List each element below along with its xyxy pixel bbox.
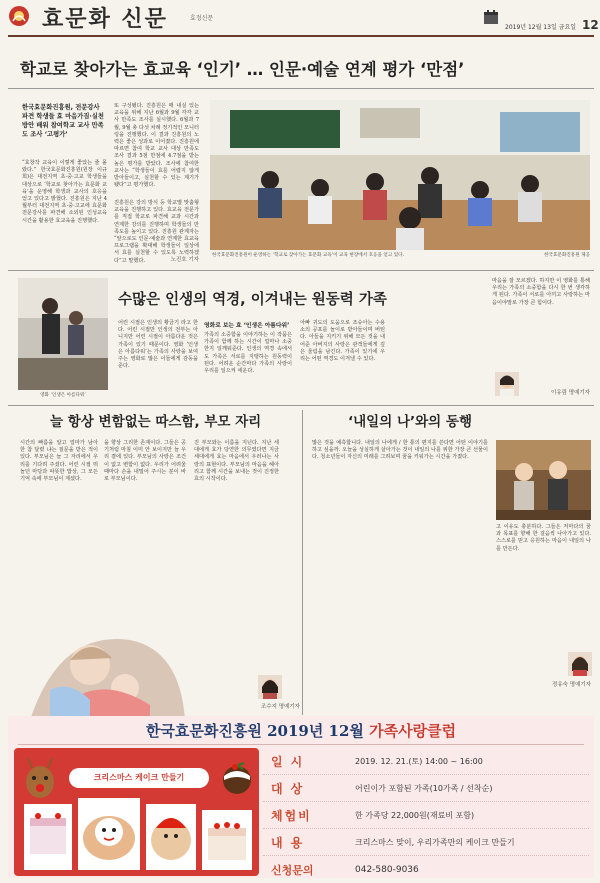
- review-section-name: 영화로 보는 효: [204, 323, 242, 329]
- review-body-col1: 어린 시절은 인생의 황금기 라고 한다. 어린 시절만 인생의 전부는 아니지만 어린 시절이 아름다운 것은 가족이 있기 때문이다. 영화 ‘인생은 아름다워’는 가족의 사랑을 보여주는 영화로 많은 이들에게 감동을 준다.: [118, 320, 198, 370]
- section-divider-1: [8, 270, 594, 271]
- review-headline: 수많은 인생의 역경, 이겨내는 원동력 가족: [118, 292, 387, 308]
- review-photo: [18, 278, 108, 390]
- banner-row-fee: [263, 802, 589, 829]
- cake-photo-2: [78, 798, 140, 870]
- left-author-photo: [258, 675, 282, 699]
- banner-label-content: 내용: [271, 835, 311, 850]
- right-article-col2: 고 이유도 충분하다. 그들은 저마다의 꿈과 목표를 향해 한 걸음씩 나아가고 있다. 스스로를 믿고 응원하는 마음이 내일의 나를 만든다.: [496, 524, 591, 552]
- banner-value-target: 어린이가 포함된 가족(10가족 / 선착순): [355, 783, 493, 793]
- cake-photo-3: [146, 804, 196, 870]
- review-body-col3: 아빠 귀도의 도움으로 조슈아는 수용소의 공포를 놀이로 받아들이며 버틴다. 아들을 지키기 위해 모든 것을 내어준 아버지의 사랑은 관객들에게 깊은 울림을 남긴다. 가족이 있기에 우리는 어떤 역경도 이겨낼 수 있다.: [300, 320, 385, 363]
- masthead: [0, 0, 600, 40]
- masthead-rule: [8, 35, 594, 37]
- banner-label-contact: 신청문의: [271, 863, 314, 877]
- logo-emblem-icon: [8, 5, 30, 27]
- masthead-subtitle: 효정신문: [190, 15, 214, 22]
- right-article-photo: [496, 440, 591, 520]
- lead-body-col1: “효창작 교육이 이렇게 좋았는 줄 몰랐다.” 한국효문화진흥원(원장 이규희)은 대전지역 초·중·고교 학생들을 대상으로 ‘학교로 찾아가는 효문화 교육’을 운영해 학생과 교사의 호응을 얻고 있다고 밝혔다. 진흥원은 지난 4월부터 대전지역 초·중·고교에 효문화 전문강사를 파견해 소외된 인성교육 시간을 활용한 효교육을 진행했다.: [22, 160, 107, 224]
- right-article-headline: ‘내일의 나’와의 동행: [348, 414, 472, 430]
- family-club-banner: [8, 716, 594, 878]
- right-article-col1: 많은 것을 예측합니다. 내일의 나에게 / 한 통의 편지를 쓴다면 어떤 이야기를 하고 싶을까. 오늘을 성실하게 살아가는 것이 내일의 나를 위한 가장 큰 선물이다. 청소년들이 자신의 미래를 그려보며 꿈을 키워가는 시간을 가졌다.: [312, 440, 488, 461]
- left-article-col2: 을 향상 그리한 존재이다. 그들은 공기처럼 마침 이미 안 보이지만 늘 우리 곁에 있다. 부모님의 사랑은 조건이 없고 변함이 없다. 우리가 어려울 때마다 손을 내밀어 주시는 분이 바로 부모님이다.: [104, 440, 186, 483]
- cake-card: [14, 748, 259, 876]
- banner-info: [263, 748, 589, 883]
- banner-value-contact: 042-580-9036: [355, 864, 419, 875]
- banner-row-target: [263, 775, 589, 802]
- cake-photo-4: [202, 810, 252, 870]
- lead-photo-credit: 한국효문화진흥원 제공: [544, 253, 590, 258]
- banner-row-date: [263, 748, 589, 775]
- page-number: 12: [582, 18, 599, 32]
- left-article-illustration: [20, 610, 185, 720]
- calendar-icon: [482, 8, 500, 26]
- section-divider-2: [8, 405, 594, 406]
- banner-title-prefix: 한국효문화진흥원 2019년 12월: [145, 722, 364, 740]
- lead-photo-caption: 한국효문화진흥원이 운영하는 ‘학교로 찾아가는 효문화 교육’이 교육 현장에서 호응을 얻고 있다.: [212, 253, 405, 258]
- right-article-byline: 정유숙 명예기자: [552, 682, 591, 688]
- banner-value-fee: 한 가족당 22,000원(재료비 포함): [355, 810, 475, 820]
- left-article-headline: 늘 항상 변함없는 따스함, 부모 자리: [50, 414, 262, 430]
- masthead-title: 효문화 신문: [42, 7, 168, 32]
- review-section-title: ‘인생은 아름다워’: [243, 323, 290, 329]
- cake-card-title: 크리스마스 케이크 만들기: [69, 768, 209, 788]
- right-author-photo: [568, 652, 592, 676]
- lead-subhead: 한국효문화진흥원, 전문강사 파견 학생들 효 마음가짐·실천방안 배워 참여학교 교사 만족도 조사 ‘고평가’: [22, 104, 104, 138]
- review-author-photo: [495, 372, 519, 396]
- banner-value-content: 크리스마스 맞이, 우리가족만의 케이크 만들기: [355, 837, 515, 847]
- pudding-icon: [219, 760, 255, 796]
- review-body-col2: 가족의 소중함을 이야기하는 이 작품은 가족이 함께 하는 시간이 얼마나 소중한지 일깨워준다. 인생의 역경 속에서도 가족은 서로를 지탱하는 원동력이 된다. 어려운 순간마다 가족의 사랑이 우리를 일으켜 세운다.: [204, 332, 292, 375]
- cake-photo-1: [24, 804, 72, 870]
- banner-row-contact: [263, 856, 589, 883]
- lead-photo: [210, 100, 590, 250]
- banner-label-target: 대상: [271, 781, 311, 796]
- banner-title-suffix: 가족사랑클럽: [369, 722, 457, 740]
- review-body-col4: 마음을 잘 모르겠다. 하지만 이 영화를 통해 우리는 가족의 소중함을 다시 한 번 생각하게 된다. 가족이 서로를 아끼고 사랑하는 마음이야말로 가장 큰 힘이다.: [492, 278, 590, 306]
- banner-row-content: [263, 829, 589, 856]
- banner-divider: [18, 744, 584, 745]
- masthead-date: 2019년 12월 13일 금요일: [505, 24, 577, 31]
- banner-label-date: 일시: [271, 754, 311, 769]
- lead-rule: [8, 88, 594, 89]
- banner-value-date: 2019. 12. 21.(토) 14:00 ~ 16:00: [355, 756, 483, 766]
- left-article-col3: 진 부모와는 이름을 지닌다. 지난 세대에게 효가 당연한 의무였다면 지금 세대에게 효는 마음에서 우러나는 사랑의 표현이다. 부모님의 마음을 헤아리고 함께 시간을 보내는 것이 진정한 효의 시작이다.: [194, 440, 279, 483]
- lead-headline: 학교로 찾아가는 효교육 ‘인기’ … 인문·예술 연계 평가 ‘만점’: [20, 60, 465, 79]
- column-divider: [302, 410, 303, 715]
- lead-body-col2: 또 구성됐다. 진흥원은 매 내실 있는 교육을 위해 지난 6월과 9월 각각 교사 만족도 조사를 실시했다. 6월과 7월, 9월 총 다섯 차례 정기적인 모니터링을 진행했다. 이 결과 진흥원의 노력은 좋은 성과로 이어졌다. 진흥원에 따르면 참여 학교 교사 대상 만족도 조사 결과 5점 만점에 4.7점을 받는 높은 평가를 받았다. 조사에 참여한 교사는 “학생들이 효를 어렵지 않게 받아들이고, 실천할 수 있는 계기가 됐다”고 평가했다.: [114, 103, 199, 189]
- banner-label-fee: 체험비: [271, 808, 312, 823]
- lead-byline: 노진호 기자: [170, 257, 199, 263]
- review-section-label: [204, 320, 304, 329]
- review-byline: 이유림 명예기자: [551, 390, 590, 396]
- banner-title: [8, 720, 594, 741]
- lead-body-col3: 진흥원은 강의 방식 등 학교별 맞춤형 교육을 진행하고 있다. 효교육 전문가를 직접 학교로 파견해 교과 시간과 연계한 강의를 진행하며 학생들의 만족도를 높이고 있다. 진흥원 관계자는 “앞으로도 인문·예술과 연계한 효교육 프로그램을 확대해 학생들이 일상에서 효를 실천할 수 있도록 노력하겠다”고 말했다.: [114, 200, 199, 264]
- reindeer-icon: [20, 756, 60, 804]
- left-article-byline: 조수지 명예기자: [261, 704, 300, 710]
- review-photo-caption: 영화 ‘인생은 아름다워’: [40, 393, 86, 398]
- left-article-col1: 시간의 빠름을 알고 얼마가 남아 한 참 달렸 냐는 질문을 받은 적이 있다. 부모님은 늘 그 자리에서 우리를 기다려 주셨다. 어린 시절 뛰놀던 마당과 따뜻한 밥상, 그 모든 기억 속에 부모님이 계셨다.: [20, 440, 98, 483]
